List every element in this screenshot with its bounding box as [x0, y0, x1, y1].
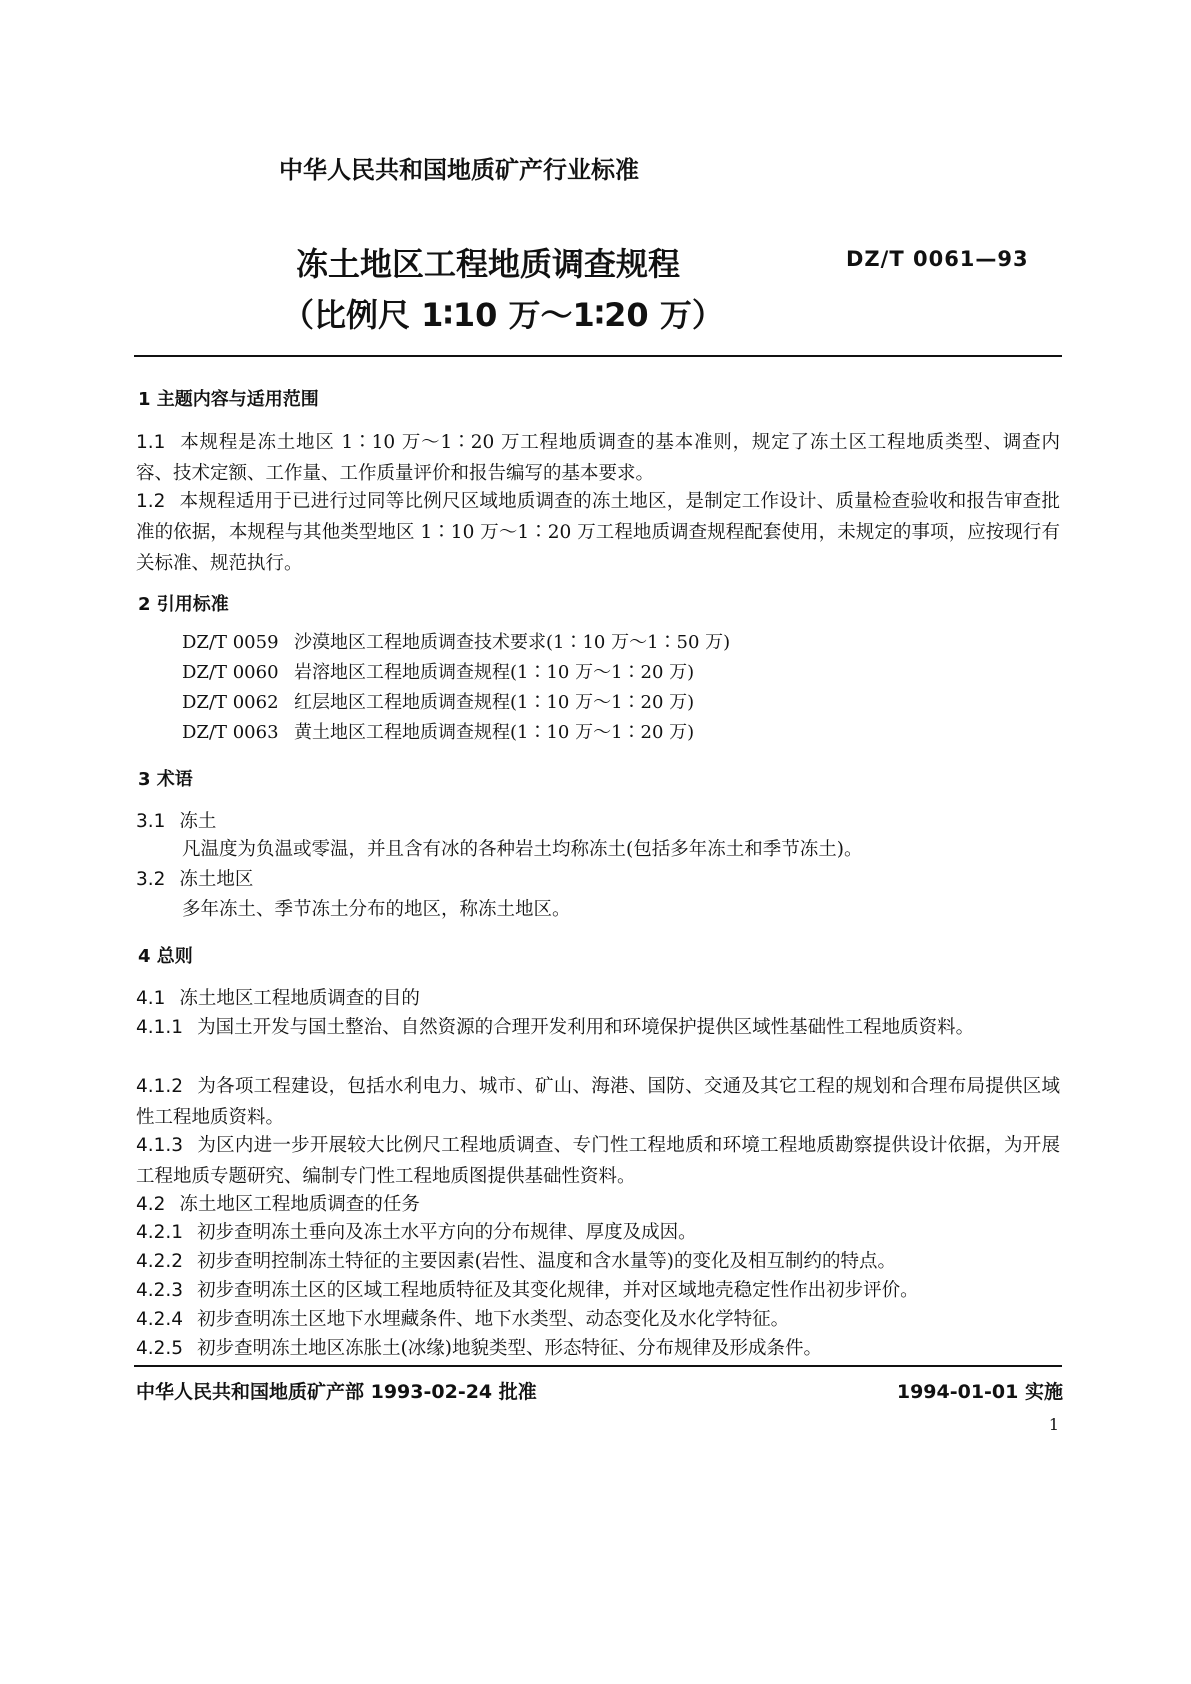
term-3-1 [136, 807, 216, 836]
reference-title: 红层地区工程地质调查规程(1∶10 万～1∶20 万) [294, 692, 695, 713]
reference-code: DZ/T 0063 [182, 722, 279, 743]
section-4-heading: 4 总则 [138, 946, 193, 967]
document-subtitle-scale: （比例尺 1∶10 万～1∶20 万） [282, 296, 724, 334]
clause-text: 为各项工程建设，包括水利电力、城市、矿山、海港、国防、交通及其它工程的规划和合理布局提供区域性工程地质资料。 [136, 1076, 1060, 1128]
clause-number: 4.2.4 [136, 1309, 184, 1330]
clause-4-2-4 [136, 1305, 789, 1334]
clause-text: 初步查明控制冻土特征的主要因素(岩性、温度和含水量等)的变化及相互制约的特点。 [197, 1251, 897, 1272]
clause-4-1-2 [136, 1071, 1060, 1133]
document-title: 冻土地区工程地质调查规程 [296, 245, 681, 283]
clause-1-2 [136, 486, 1060, 579]
clause-4-2-3 [136, 1276, 919, 1305]
clause-4-2-1 [136, 1218, 697, 1247]
reference-title: 沙漠地区工程地质调查技术要求(1∶10 万～1∶50 万) [294, 632, 731, 653]
reference-item [182, 688, 694, 714]
term-name: 冻土 [179, 811, 217, 832]
clause-4-2-2 [136, 1247, 896, 1276]
clause-number: 4.1.3 [136, 1135, 184, 1156]
reference-item [182, 718, 694, 744]
term-name: 冻土地区 [179, 869, 254, 890]
clause-text: 为国土开发与国土整治、自然资源的合理开发利用和环境保护提供区域性基础性工程地质资料。 [197, 1017, 975, 1038]
clause-number: 4.1.2 [136, 1076, 184, 1097]
clause-text: 初步查明冻土垂向及冻土水平方向的分布规律、厚度及成因。 [197, 1222, 697, 1243]
clause-number: 4.1.1 [136, 1017, 184, 1038]
effective-date: 1994-01-01 实施 [896, 1381, 1063, 1403]
term-3-2 [136, 865, 253, 894]
clause-4-1-1 [136, 1012, 1060, 1043]
reference-item [182, 628, 730, 654]
footer-divider [134, 1365, 1062, 1367]
page-number: 1 [1048, 1415, 1059, 1434]
term-3-1-definition: 凡温度为负温或零温，并且含有冰的各种岩土均称冻土(包括多年冻土和季节冻土)。 [182, 839, 863, 860]
clause-number: 4.1 [136, 988, 166, 1009]
clause-number: 4.2.5 [136, 1338, 184, 1359]
clause-text: 初步查明冻土区地下水埋藏条件、地下水类型、动态变化及水化学特征。 [197, 1309, 790, 1330]
clause-number: 4.2.1 [136, 1222, 184, 1243]
reference-title: 岩溶地区工程地质调查规程(1∶10 万～1∶20 万) [294, 662, 695, 683]
clause-1-1 [136, 427, 1060, 489]
clause-number: 1.2 [136, 491, 166, 512]
standard-name: 中华人民共和国地质矿产行业标准 [279, 156, 639, 184]
clause-number: 4.2.3 [136, 1280, 184, 1301]
clause-4-1 [136, 984, 420, 1013]
clause-4-2 [136, 1190, 420, 1219]
header-divider [134, 355, 1062, 357]
standard-code: DZ/T 0061—93 [846, 247, 1029, 271]
term-3-2-definition: 多年冻土、季节冻土分布的地区，称冻土地区。 [182, 899, 571, 920]
reference-code: DZ/T 0060 [182, 662, 279, 683]
section-1-heading: 1 主题内容与适用范围 [138, 389, 319, 410]
clause-number: 3.1 [136, 811, 166, 832]
clause-4-2-5 [136, 1334, 822, 1363]
clause-text: 为区内进一步开展较大比例尺工程地质调查、专门性工程地质和环境工程地质勘察提供设计依据，为开展工程地质专题研究、编制专门性工程地质图提供基础性资料。 [136, 1135, 1060, 1187]
reference-item [182, 658, 694, 684]
reference-title: 黄土地区工程地质调查规程(1∶10 万～1∶20 万) [294, 722, 695, 743]
reference-code: DZ/T 0059 [182, 632, 279, 653]
clause-text: 冻土地区工程地质调查的任务 [179, 1194, 420, 1215]
clause-number: 4.2 [136, 1194, 166, 1215]
clause-text: 初步查明冻土区的区域工程地质特征及其变化规律，并对区域地壳稳定性作出初步评价。 [197, 1280, 919, 1301]
section-3-heading: 3 术语 [138, 769, 193, 790]
clause-text: 初步查明冻土地区冻胀土(冰缘)地貌类型、形态特征、分布规律及形成条件。 [197, 1338, 823, 1359]
clause-number: 4.2.2 [136, 1251, 184, 1272]
clause-4-1-3 [136, 1130, 1060, 1192]
clause-text: 本规程适用于已进行过同等比例尺区域地质调查的冻土地区，是制定工作设计、质量检查验收和报告审查批准的依据，本规程与其他类型地区 1∶10 万～1∶20 万工程地质调查规程配套使用，未规定的事项，应按现行有关标准、规范执行。 [136, 491, 1060, 574]
clause-number: 3.2 [136, 869, 166, 890]
section-2-heading: 2 引用标准 [138, 594, 229, 615]
clause-text: 本规程是冻土地区 1∶10 万～1∶20 万工程地质调查的基本准则，规定了冻土区工程地质类型、调查内容、技术定额、工作量、工作质量评价和报告编写的基本要求。 [136, 432, 1060, 484]
clause-number: 1.1 [136, 432, 166, 453]
clause-text: 冻土地区工程地质调查的目的 [179, 988, 420, 1009]
approval-note: 中华人民共和国地质矿产部 1993-02-24 批准 [136, 1381, 537, 1403]
reference-code: DZ/T 0062 [182, 692, 279, 713]
